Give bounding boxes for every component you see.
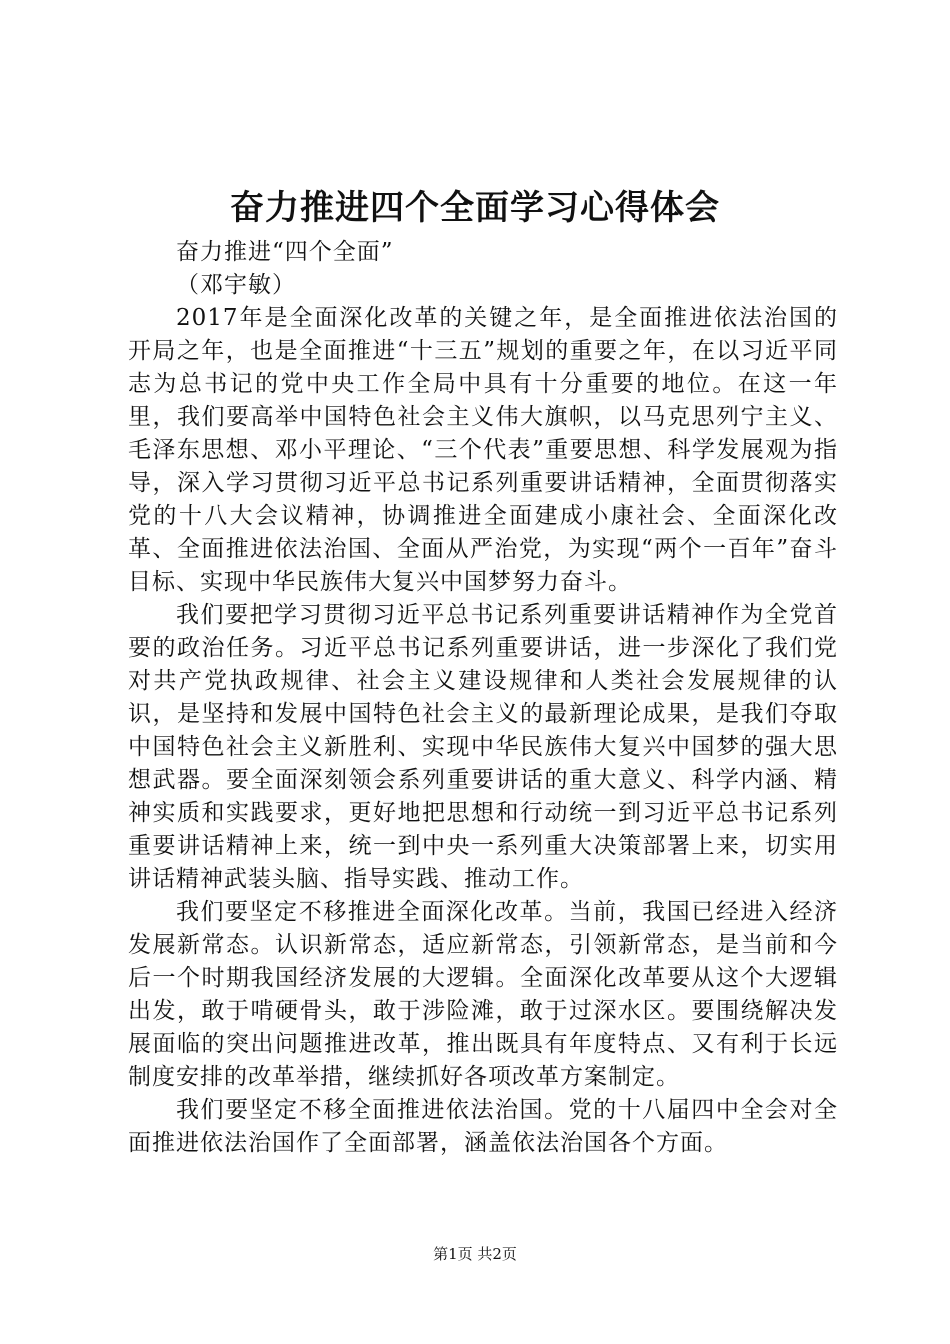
- document-author: （邓宇敏）: [176, 272, 296, 298]
- paragraph: 我们要坚定不移全面推进依法治国。党的十八届四中全会对全面推进依法治国作了全面部署，涵盖依法治国各个方面。: [128, 1097, 838, 1156]
- paragraph: 2017年是全面深化改革的关键之年，是全面推进依法治国的开局之年，也是全面推进“十三五”规划的重要之年，在以习近平同志为总书记的党中央工作全局中具有十分重要的地位。在这一年里，我们要高举中国特色社会主义伟大旗帜，以马克思列宁主义、毛泽东思想、邓小平理论、“三个代表”重要思想、科学发展观为指导，深入学习贯彻习近平总书记系列重要讲话精神，全面贯彻落实党的十八大会议精神，协调推进全面建成小康社会、全面深化改革、全面推进依法治国、全面从严治党，为实现“两个一百年”奋斗目标、实现中华民族伟大复兴中国梦努力奋斗。: [128, 305, 838, 595]
- page-footer: 第1页 共2页: [433, 1245, 517, 1263]
- document-body: [128, 236, 838, 1160]
- paragraph: 我们要把学习贯彻习近平总书记系列重要讲话精神作为全党首要的政治任务。习近平总书记系列重要讲话，进一步深化了我们党对共产党执政规律、社会主义建设规律和人类社会发展规律的认识，是坚持和发展中国特色社会主义的最新理论成果，是我们夺取中国特色社会主义新胜利、实现中华民族伟大复兴中国梦的强大思想武器。要全面深刻领会系列重要讲话的重大意义、科学内涵、精神实质和实践要求，更好地把思想和行动统一到习近平总书记系列重要讲话精神上来，统一到中央一系列重大决策部署上来，切实用讲话精神武装头脑、指导实践、推动工作。: [128, 602, 838, 892]
- paragraph: 我们要坚定不移推进全面深化改革。当前，我国已经进入经济发展新常态。认识新常态，适应新常态，引领新常态，是当前和今后一个时期我国经济发展的大逻辑。全面深化改革要从这个大逻辑出发，敢于啃硬骨头，敢于涉险滩，敢于过深水区。要围绕解决发展面临的突出问题推进改革，推出既具有年度特点、又有利于长远制度安排的改革举措，继续抓好各项改革方案制定。: [128, 899, 838, 1090]
- document-subtitle: 奋力推进“四个全面”: [176, 239, 394, 265]
- document-title: 奋力推进四个全面学习心得体会: [230, 188, 720, 228]
